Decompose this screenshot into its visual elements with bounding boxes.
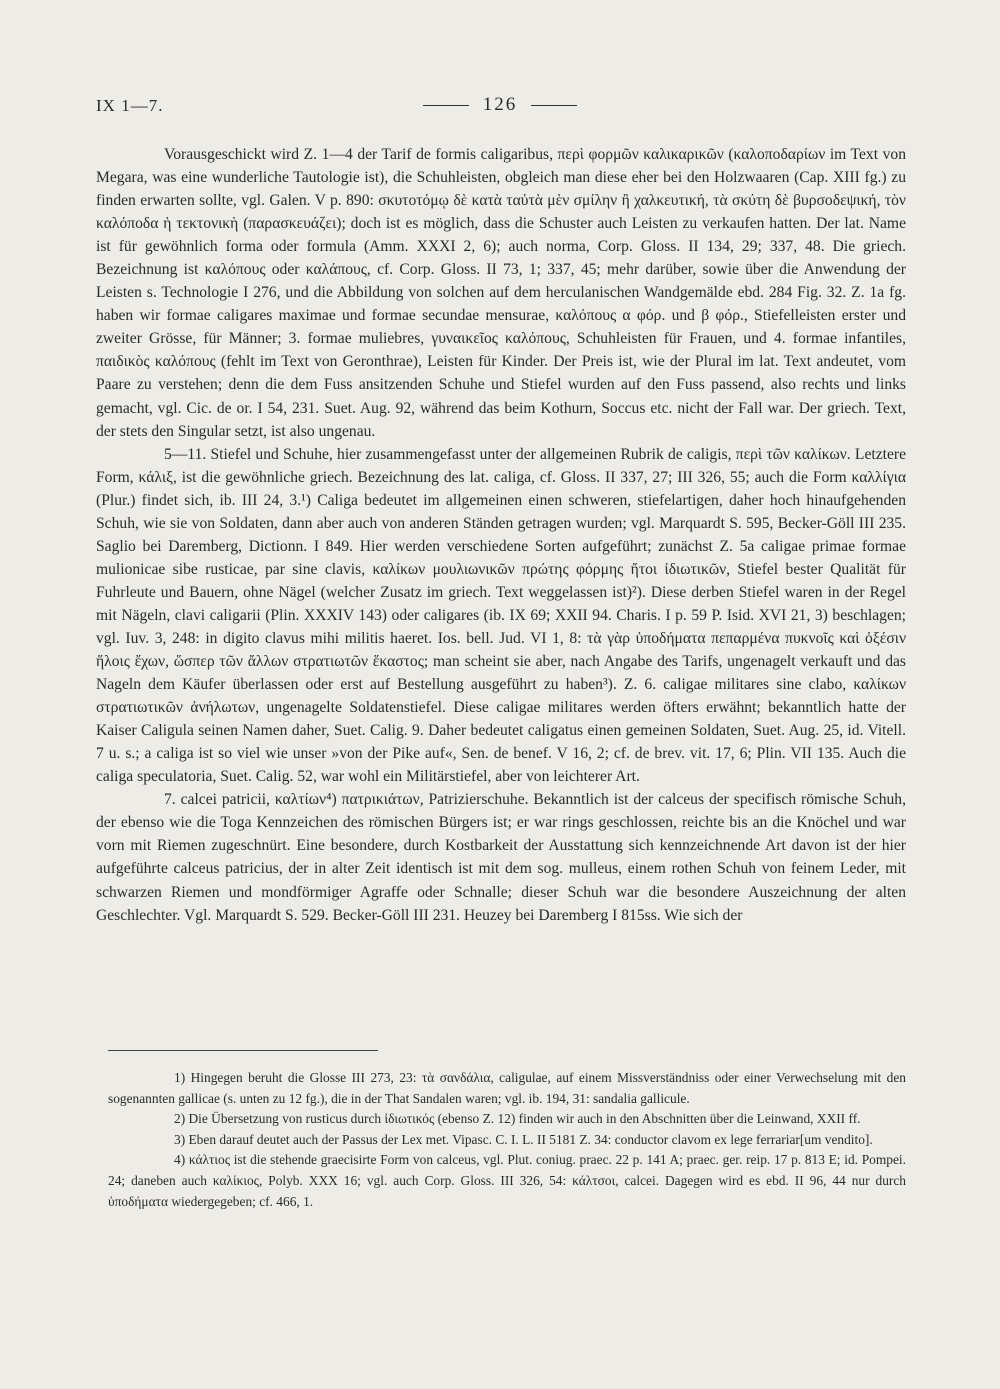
page-number: 126 — [482, 94, 518, 115]
page-number-rule-right — [531, 105, 577, 106]
paragraph-formae: Vorausgeschickt wird Z. 1—4 der Tarif de formis caligaribus, περὶ φορμῶν καλικαρικῶν (καλοποδαρίων im Text von Megara, was eine wunderliche Tautologie ist), die Schuhleisten, obgleich man diese eher bei den Holzwaaren (Cap. XIII fg.) zu finden erwarten sollte, vgl. Galen. V p. 890: σκυτοτόμῳ δὲ κατὰ ταὐτὰ μὲν σμίλην ἢ χαλκευτική, τὰ σκύτη δὲ βυρσοδεψική, τὸν καλόποδα ἡ τεκτονικὴ (παρασκευάζει); doch ist es möglich, dass die Schuster auch Leisten zu verkaufen hatten. Der lat. Name ist für gewöhnlich forma oder formula (Amm. XXXI 2, 6); auch norma, Corp. Gloss. II 134, 29; 337, 48. Die griech. Bezeichnung ist καλόπους oder καλάπους, cf. Corp. Gloss. II 73, 1; 337, 45; mehr darüber, sowie über die Anwendung der Leisten s. Technologie I 276, und die Abbildung von solchen auf dem herculanischen Wandgemälde ebd. 284 Fig. 32. Z. 1a fg. haben wir formae caligares maximae und formae secundae mensurae, καλόπους α φόρ. und β φόρ., Stiefelleisten erster und zweiter Grösse, für Männer; 3. formae muliebres, γυναικεῖος καλόπους, Schuhleisten für Frauen, und 4. formae infantiles, παιδικὸς καλόπους (fehlt im Text von Geronthrae), Leisten für Kinder. Der Preis ist, wie der Plural im lat. Text andeutet, vom Paare zu verstehen; denn die dem Fuss ansitzenden Schuhe und Stiefel wurden auf den Fuss passend, also rechts und links gemacht, vgl. Cic. de or. I 54, 231. Suet. Aug. 92, während das beim Kothurn, Soccus etc. nicht der Fall war. Der griech. Text, der stets den Singular setzt, ist also ungenau. — [96, 146, 906, 440]
footnote-separator — [108, 1050, 378, 1051]
page-number-rule-left — [423, 105, 469, 106]
footnotes — [108, 1068, 906, 1212]
paragraph-calcei: 7. calcei patricii, καλτίων⁴) πατρικιάτων, Patrizierschuhe. Bekanntlich ist der calceus der specifisch römische Schuh, der ebenso wie die Toga Kennzeichen des römischen Bürgers ist; er war rings geschlossen, reichte bis an die Knöchel und war vorn mit Riemen zugeschnürt. Eine besondere, durch Kostbarkeit der Ausstattung sich kennzeichnende Art davon ist der hier aufgeführte calceus patricius, der in alter Zeit identisch ist mit dem sog. mulleus, einem rothen Schuh von feinem Leder, mit schwarzen Riemen und mondförmiger Agraffe oder Schnalle; dieser Schuh war die besondere Auszeichnung der alten Geschlechter. Vgl. Marquardt S. 529. Becker-Göll III 231. Heuzey bei Daremberg I 815ss. Wie sich der — [96, 791, 906, 924]
page-header — [96, 96, 904, 120]
page-number-line — [96, 94, 904, 116]
section-reference: IX 1—7. — [96, 96, 164, 115]
footnote-3: 3) Eben darauf deutet auch der Passus der Lex met. Vipasc. C. I. L. II 5181 Z. 34: conductor clavom ex lege ferrariar[um vendito]. — [174, 1131, 873, 1147]
footnote-2: 2) Die Übersetzung von rusticus durch ἰδιωτικός (ebenso Z. 12) finden wir auch in den Abschnitten über die Leinwand, XXII ff. — [174, 1111, 861, 1127]
footnote-1: 1) Hingegen beruht die Glosse III 273, 23: τὰ σανδάλια, caligulae, auf einem Missverständniss oder einer Verwechselung mit den sogenannten gallicae (s. unten zu 12 fg.), die in der That Sandalen waren; vgl. ib. 194, 31: sandalia gallicule. — [108, 1070, 906, 1106]
footnote-4: 4) κάλτιος ist die stehende graecisirte Form von calceus, vgl. Plut. coniug. praec. 22 p. 141 A; praec. ger. reip. 17 p. 813 E; id. Pompei. 24; daneben auch καλίκιος, Polyb. XXX 16; vgl. auch Corp. Gloss. III 326, 54: κάλτσοι, calcei. Dagegen wird es ebd. II 96, 44 nur durch ὑποδήματα wiedergegeben; cf. 466, 1. — [108, 1152, 906, 1209]
paragraph-caligae: 5—11. Stiefel und Schuhe, hier zusammengefasst unter der allgemeinen Rubrik de caligis, περὶ τῶν καλίκων. Letztere Form, κάλιξ, ist die gewöhnliche griech. Bezeichnung des lat. caliga, cf. Gloss. II 337, 27; III 326, 55; auch die Form καλλίγια (Plur.) findet sich, ib. III 24, 3.¹) Caliga bedeutet im allgemeinen einen schweren, stiefelartigen, daher hoch hinaufgehenden Schuh, wie sie von Soldaten, dann aber auch von anderen Ständen getragen wurden; vgl. Marquardt S. 595, Becker-Göll III 235. Saglio bei Daremberg, Dictionn. I 849. Hier werden verschiedene Sorten aufgeführt; zunächst Z. 5a caligae primae formae mulionicae sibe rusticae, par sine clavis, καλίκων μουλιωνικῶν πρώτης φόρμης ἤτοι ἰδιωτικῶν, Stiefel bester Qualität für Fuhrleute und Bauern, ohne Nägel (welcher Zusatz im griech. Text weggelassen ist)²). Diese derben Stiefel waren in der Regel mit Nägeln, clavi caligarii (Plin. XXXIV 143) oder caligares (ib. IX 69; XXII 94. Charis. I p. 59 P. Isid. XVI 21, 3) beschlagen; vgl. Iuv. 3, 248: in digito clavus mihi militis haeret. Ios. bell. Jud. VI 1, 8: τὰ γὰρ ὑποδήματα πεπαρμένα πυκνοῖς καὶ ὀξέσιν ἥλοις ἔχων, ὥσπερ τῶν ἄλλων στρατιωτῶν ἕκαστος; man scheint sie aber, nach Angabe des Tarifs, ungenagelt verkauft und das Nageln dem Käufer überlassen oder erst auf Bestellung ausgeführt zu haben³). Z. 6. caligae militares sine clabo, καλίκων στρατιωτικῶν ἀνήλωτων, ungenagelte Soldatenstiefel. Diese caligae militares werden öfters erwähnt; bekanntlich hatte der Kaiser Caligula seinen Namen daher, Suet. Calig. 9. Daher bedeutet caligatus einen gemeinen Soldaten, Suet. Aug. 25, id. Vitell. 7 u. s.; a caliga ist so viel wie unser »von der Pike auf«, Sen. de benef. V 16, 2; cf. de brev. vit. 17, 6; Plin. VII 135. Auch die caliga speculatoria, Suet. Calig. 52, war wohl ein Militärstiefel, aber von leichterer Art. — [96, 445, 906, 786]
main-text — [96, 143, 906, 927]
